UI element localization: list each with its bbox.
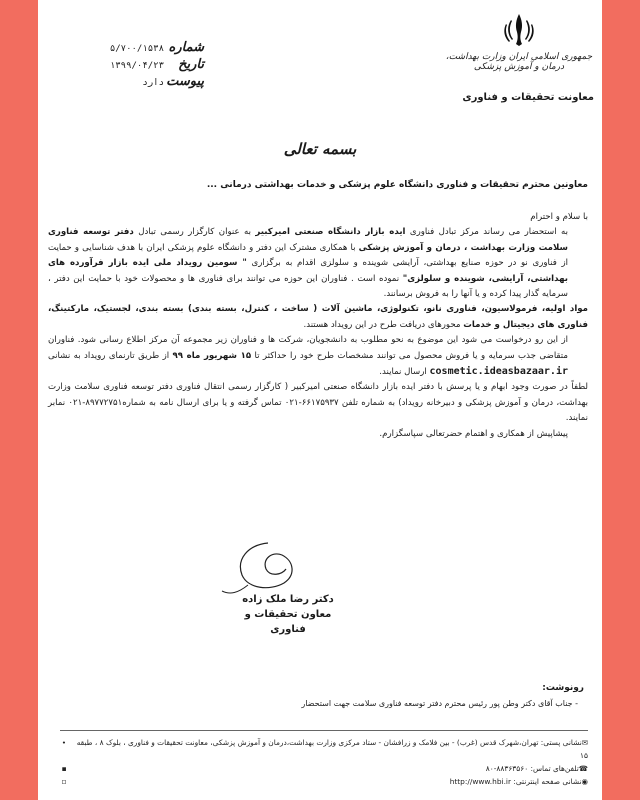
footer-phone-row: [60, 762, 588, 775]
mailbox-icon: ✉: [581, 738, 588, 747]
paragraph-3: [48, 333, 588, 380]
site-link[interactable]: http://www.hbi.ir: [449, 777, 512, 786]
p3-text-d: ارسال نمایند.: [379, 367, 430, 378]
fax-icon: ▪: [61, 764, 67, 773]
p1-text-g: نموده است . فناوران این حوزه می توانند برای فناوری ها و محصولات خود با حمایت این دفتر ، سرمایه گذار پیدا کرده و یا آنها را به فروش برسانند.: [48, 273, 568, 300]
phone-label: تلفن‌های تماس:: [530, 764, 579, 773]
addressee: معاونین محترم تحقیقات و فناوری دانشگاه علوم پزشکی و خدمات بهداشتی درمانی ...: [206, 180, 588, 190]
address-label: نشانی پستی:: [540, 738, 582, 747]
bismillah-heading: بسمه تعالی: [283, 140, 357, 158]
footer-address: [68, 736, 588, 762]
closing-line: پیشاپیش از همکاری و اهتمام حضرتعالی سپاسگزارم.: [379, 428, 568, 439]
letter-meta: [54, 40, 204, 91]
footer-phone: [486, 762, 588, 775]
letter-number-row: [54, 40, 204, 57]
signer-title: معاون تحقیقات و فناوری: [244, 609, 332, 635]
cc-title: رونوشت:: [542, 683, 584, 693]
p2-bold-topics: مواد اولیه، فرمولاسیون، فناوری نانو، تکنولوژی، ماشین آلات ( ساخت ، کنترل، بسته بندی) بسته بندی، لجستیک، مارکتینگ، فناوری های دیجیتال و خدمات: [48, 304, 588, 330]
footer-address-row: [60, 736, 588, 762]
cc-item-text: جناب آقای دکتر وطن پور رئیس محترم دفتر توسعه فناوری سلامت جهت استحضار: [301, 699, 573, 708]
signer-name: دکتر رضا ملک زاده: [242, 594, 334, 605]
p3-text-a: از این رو درخواست می شود این موضوع به نحو مطلوب به دانشجویان، شرکت ها و فناوران زیر مجموعه آن مرکز اطلاع رسانی شود. فناوران متقاضی جذب سرمایه و یا فروش محصول می توانند مشخصات طرح خود را حداکثر تا: [48, 335, 568, 361]
paragraph-4: لطفاً در صورت وجود ابهام و یا پرسش با دفتر ایده بازار دانشگاه صنعتی امیرکبیر ( کارگزار رسمی انتقال فناوری دفتر توسعه فناوری سلامت وزارت بهداشت، درمان و آموزش پزشکی و دبیرخانه رویداد) به شماره تلفن ۶۶۱۷۵۹۳۷-۰۲۱ تماس گرفته و یا برای ارسال نامه به شماره۸۹۷۷۲۷۵۱-۰۲۱ نمابر نمایند.: [48, 382, 588, 424]
department-name: معاونت تحقیقات و فناوری: [462, 92, 594, 103]
phone-value: ۸۸۳۶۳۵۶۰-۸۰: [485, 764, 529, 773]
number-label: شماره: [168, 40, 204, 55]
date-label: تاریخ: [178, 57, 204, 72]
phone-icon: ☎: [578, 764, 588, 773]
p1-bold-health-office: دفتر توسعه فناوری سلامت وزارت بهداشت ، درمان و آموزش پزشکی: [48, 227, 568, 253]
cc-item: - جناب آقای دکتر وطن پور رئیس محترم دفتر توسعه فناوری سلامت جهت استحضار: [301, 699, 578, 708]
globe-icon: ◉: [581, 777, 588, 786]
greeting: با سلام و احترام: [530, 212, 588, 222]
ministry-emblem: [444, 10, 594, 72]
paragraph-2: [48, 302, 588, 333]
p1-text-a: به استحضار می رساند مرکز تبادل فناوری: [405, 227, 568, 238]
number-value: ۵/۷۰۰/۱۵۳۸: [109, 44, 164, 54]
paragraph-1: [48, 225, 588, 302]
letterhead-footer: [60, 736, 588, 786]
p1-bold-event-name: " سومین رویداد ملی ایده بازار فرآورده های بهداشتی، آرایشی، شوینده و سلولزی": [48, 258, 568, 284]
p1-bold-idea-bazaar: ایده بازار دانشگاه صنعتی امیرکبیر: [255, 227, 406, 238]
footer-divider: [60, 730, 588, 731]
p3-text-c: از طریق تارنمای رویداد به نشانی: [48, 350, 173, 361]
letter-body: [48, 210, 588, 442]
attachment-label: پیوست: [166, 74, 204, 89]
p1-text-e: با همکاری مشترک این دفتر و دانشگاه علوم پزشکی ایران با هدف شناسایی و حمایت از فناوری نو در حوزه صنایع بهداشتی، آرایشی شوینده و سلولزی اقدام به برگزاری: [48, 242, 568, 269]
p1-text-c: به عنوان کارگزار رسمی تبادل: [133, 227, 256, 238]
footer-site: [450, 775, 588, 788]
signer-block: [238, 592, 338, 637]
date-value: ۱۳۹۹/۰۴/۲۳: [109, 61, 164, 71]
p3-bold-deadline: ۱۵ شهریور ماه ۹۹: [172, 350, 252, 361]
letter-date-row: [54, 57, 204, 74]
p2-text: محورهای دریافت طرح در این رویداد هستند.: [303, 319, 464, 330]
address-value: تهران،شهرک قدس (غرب) - بین فلامک و زرافشان - ستاد مرکزی وزارت بهداشت،درمان و آموزش پزشکی، معاونت تحقیقات و فناوری ، بلوک ۸ ، طبقه ۱۵: [76, 738, 588, 760]
org-name: جمهوری اسلامی ایران وزارت بهداشت، درمان و آموزش پزشکی: [445, 52, 593, 72]
web-icon: ▫: [61, 777, 67, 786]
footer-site-row: [60, 775, 588, 788]
letter-page: [38, 0, 602, 800]
event-website-link[interactable]: cosmetic.ideasbazaar.ir: [429, 366, 568, 378]
iran-emblem-icon: [499, 10, 539, 50]
attachment-row: [54, 74, 204, 91]
site-label: نشانی صفحه اینترنتی:: [513, 777, 582, 786]
attachment-value: دارد: [142, 78, 164, 88]
pin-icon: •: [61, 738, 67, 747]
